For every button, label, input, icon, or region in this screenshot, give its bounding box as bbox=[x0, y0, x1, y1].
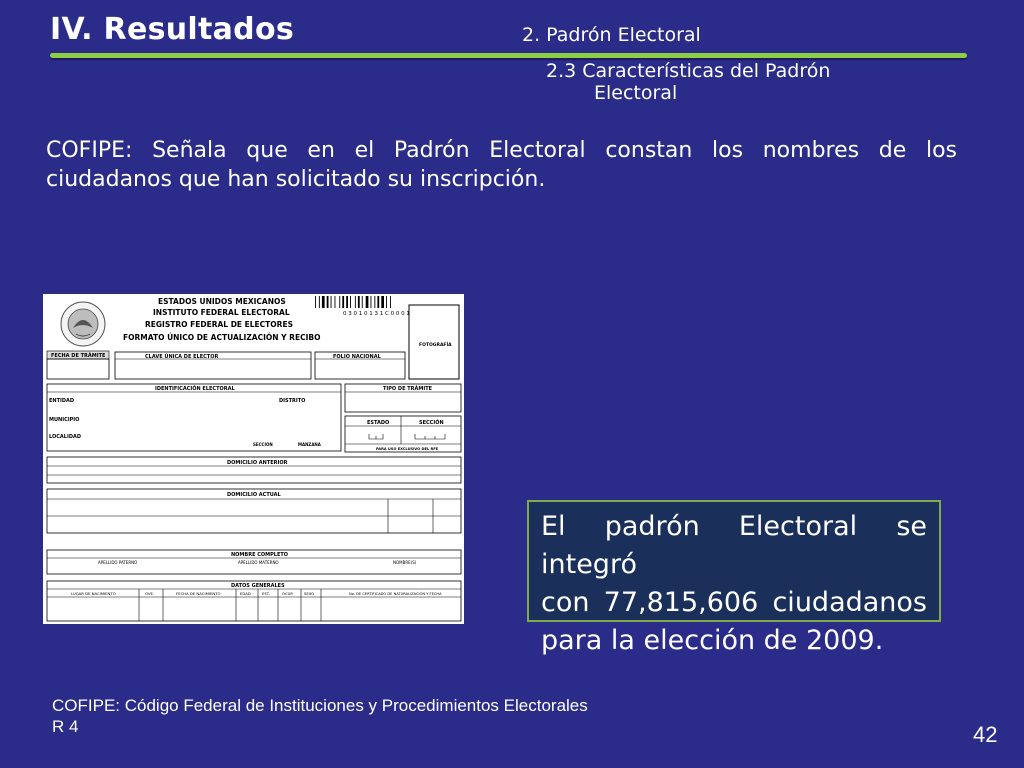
ocup-label: OCUP. bbox=[282, 591, 294, 596]
registration-form-image bbox=[43, 294, 464, 624]
datos-generales-label: DATOS GENERALES bbox=[231, 583, 285, 589]
apellido-paterno-label: APELLIDO PATERNO bbox=[98, 560, 138, 565]
footnote-line-2: R 4 bbox=[52, 717, 79, 736]
lugar-nacimiento-label: LUGAR DE NACIMIENTO bbox=[71, 591, 116, 596]
municipio-label: MUNICIPIO bbox=[49, 417, 80, 423]
form-header-3: REGISTRO FEDERAL DE ELECTORES bbox=[145, 320, 293, 329]
photo-label: FOTOGRAFÍA bbox=[419, 343, 452, 348]
callout-line-2: con 77,815,606 ciudadanos bbox=[541, 587, 927, 618]
estado-label: ESTADO bbox=[367, 420, 390, 426]
intro-line-1: COFIPE: Señala que en el Padrón Electoral constan los nombres de los bbox=[46, 138, 957, 163]
seccion2-label: SECCIÓN bbox=[419, 420, 444, 426]
entidad-label: ENTIDAD bbox=[49, 398, 75, 404]
seccion-label: SECCIÓN bbox=[253, 442, 273, 447]
fecha-tramite-label: FECHA DE TRÁMITE bbox=[51, 353, 106, 359]
tipo-tramite-label: TIPO DE TRÁMITE bbox=[383, 386, 433, 392]
form-header-1: ESTADOS UNIDOS MEXICANOS bbox=[158, 297, 286, 306]
form-drawing bbox=[43, 294, 464, 624]
distrito-label: DISTRITO bbox=[279, 398, 306, 404]
form-header-4: FORMATO ÚNICO DE ACTUALIZACIÓN Y RECIBO bbox=[123, 333, 321, 342]
folio-nacional-label: FOLIO NACIONAL bbox=[333, 354, 381, 360]
intro-line-2: ciudadanos que han solicitado su inscripción. bbox=[46, 167, 546, 192]
subsection-line-1: 2.3 Características del Padrón bbox=[546, 60, 831, 82]
domicilio-actual-label: DOMICILIO ACTUAL bbox=[227, 492, 281, 498]
barcode-number: 0 3 0 1 0 1 3 1 C 0 0 0 1 bbox=[343, 311, 410, 317]
barcode-icon bbox=[315, 296, 391, 308]
fecha-nacimiento-label: FECHA DE NACIMIENTO bbox=[176, 591, 221, 596]
est-label: EST. bbox=[262, 591, 270, 596]
uso-exclusivo-label: PARA USO EXCLUSIVO DEL RFE bbox=[376, 447, 439, 451]
domicilio-anterior-label: DOMICILIO ANTERIOR bbox=[227, 460, 288, 466]
identificacion-label: IDENTIFICACIÓN ELECTORAL bbox=[155, 386, 235, 392]
ove-label: OVE. bbox=[145, 591, 155, 596]
nombres-label: NOMBRE(S) bbox=[393, 560, 417, 565]
edad-label: EDAD bbox=[240, 591, 251, 596]
subsection-line-2: Electoral bbox=[594, 82, 678, 104]
sexo-label: SEXO bbox=[304, 591, 315, 596]
form-header-2: INSTITUTO FEDERAL ELECTORAL bbox=[153, 308, 290, 317]
callout-line-3: para la elección de 2009. bbox=[541, 625, 884, 656]
nombre-completo-label: NOMBRE COMPLETO bbox=[231, 552, 289, 558]
localidad-label: LOCALIDAD bbox=[49, 434, 82, 440]
slide-title: IV. Resultados bbox=[50, 12, 295, 47]
intro-paragraph bbox=[46, 136, 957, 194]
title-underline bbox=[50, 53, 967, 58]
certificado-label: No. DE CERTIFICADO DE NATURALIZACIÓN Y FECHA bbox=[349, 592, 442, 596]
apellido-materno-label: APELLIDO MATERNO bbox=[238, 560, 279, 565]
footnote-line-1: COFIPE: Código Federal de Instituciones y Procedimientos Electorales bbox=[52, 696, 588, 715]
section-heading: 2. Padrón Electoral bbox=[522, 24, 701, 46]
callout-line-1: El padrón Electoral se integró bbox=[541, 511, 927, 580]
footnote bbox=[52, 695, 588, 737]
manzana-label: MANZANA bbox=[298, 442, 321, 447]
clave-elector-label: CLAVE ÚNICA DE ELECTOR bbox=[145, 354, 219, 360]
callout-box bbox=[527, 500, 941, 656]
subsection-heading bbox=[546, 60, 876, 104]
mexico-seal-icon bbox=[61, 302, 105, 346]
page-number: 42 bbox=[973, 722, 998, 747]
